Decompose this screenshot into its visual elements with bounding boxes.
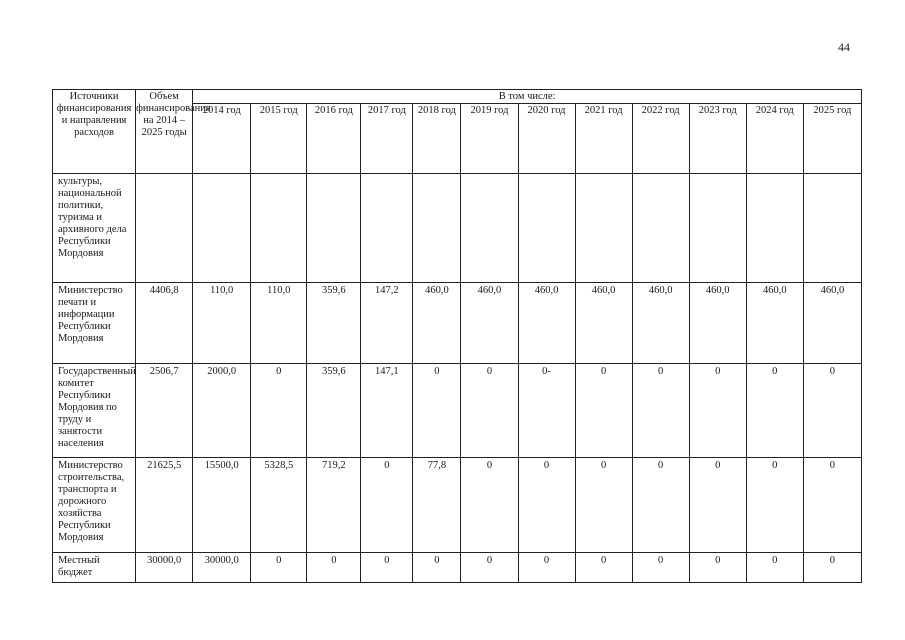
year-value-cell: 0 — [803, 553, 861, 583]
year-value-cell — [803, 174, 861, 283]
year-column-header: 2016 год — [307, 104, 361, 174]
year-value-cell: 460,0 — [575, 283, 632, 364]
table-row — [53, 174, 862, 283]
year-value-cell: 460,0 — [413, 283, 461, 364]
year-value-cell: 0 — [361, 458, 413, 553]
year-value-cell: 0 — [461, 458, 518, 553]
year-column-header: 2022 год — [632, 104, 689, 174]
year-value-cell: 359,6 — [307, 283, 361, 364]
year-value-cell: 0 — [746, 458, 803, 553]
year-value-cell: 0 — [413, 364, 461, 458]
year-value-cell: 0 — [361, 553, 413, 583]
year-value-cell: 110,0 — [251, 283, 307, 364]
year-value-cell: 110,0 — [193, 283, 251, 364]
year-value-cell: 0 — [575, 364, 632, 458]
years-group-header: В том числе: — [193, 90, 862, 104]
year-column-header: 2017 год — [361, 104, 413, 174]
year-value-cell — [632, 174, 689, 283]
year-value-cell: 0 — [575, 553, 632, 583]
total-column-header: Объем финансирования на 2014 – 2025 годы — [136, 90, 193, 174]
year-value-cell: 0 — [689, 458, 746, 553]
total-cell — [136, 174, 193, 283]
year-value-cell: 0 — [461, 553, 518, 583]
year-value-cell: 77,8 — [413, 458, 461, 553]
year-value-cell: 0 — [689, 364, 746, 458]
year-value-cell: 0 — [518, 553, 575, 583]
year-value-cell: 0- — [518, 364, 575, 458]
year-value-cell: 0 — [803, 458, 861, 553]
year-value-cell: 15500,0 — [193, 458, 251, 553]
year-value-cell: 30000,0 — [193, 553, 251, 583]
year-value-cell — [193, 174, 251, 283]
year-value-cell: 0 — [251, 364, 307, 458]
total-cell: 4406,8 — [136, 283, 193, 364]
year-value-cell: 0 — [632, 458, 689, 553]
year-value-cell: 460,0 — [689, 283, 746, 364]
year-value-cell: 0 — [575, 458, 632, 553]
year-value-cell: 147,2 — [361, 283, 413, 364]
table-row — [53, 553, 862, 583]
year-value-cell: 460,0 — [518, 283, 575, 364]
year-value-cell — [689, 174, 746, 283]
year-value-cell: 0 — [307, 553, 361, 583]
table-row — [53, 458, 862, 553]
year-value-cell — [413, 174, 461, 283]
source-cell: Государственный комитет Республики Мордовия по труду и занятости населения — [53, 364, 136, 458]
table-body — [53, 174, 862, 583]
year-value-cell: 2000,0 — [193, 364, 251, 458]
table-row — [53, 364, 862, 458]
source-cell: Министерство строительства, транспорта и дорожного хозяйства Республики Мордовия — [53, 458, 136, 553]
year-value-cell — [361, 174, 413, 283]
total-cell: 30000,0 — [136, 553, 193, 583]
year-column-header: 2015 год — [251, 104, 307, 174]
year-column-header: 2023 год — [689, 104, 746, 174]
year-value-cell: 0 — [632, 553, 689, 583]
total-cell: 2506,7 — [136, 364, 193, 458]
year-column-header: 2024 год — [746, 104, 803, 174]
year-value-cell: 0 — [461, 364, 518, 458]
year-value-cell: 460,0 — [803, 283, 861, 364]
page-number: 44 — [838, 40, 850, 54]
year-value-cell — [461, 174, 518, 283]
year-value-cell: 460,0 — [746, 283, 803, 364]
year-value-cell: 0 — [689, 553, 746, 583]
year-value-cell: 0 — [746, 553, 803, 583]
source-column-header: Источники финансирования и направления расходов — [53, 90, 136, 174]
year-value-cell: 0 — [518, 458, 575, 553]
total-cell: 21625,5 — [136, 458, 193, 553]
source-cell: Местный бюджет — [53, 553, 136, 583]
year-value-cell: 0 — [803, 364, 861, 458]
year-value-cell: 147,1 — [361, 364, 413, 458]
year-value-cell — [518, 174, 575, 283]
year-column-header: 2019 год — [461, 104, 518, 174]
year-value-cell: 0 — [632, 364, 689, 458]
year-column-header: 2021 год — [575, 104, 632, 174]
year-value-cell: 0 — [746, 364, 803, 458]
financing-table — [52, 89, 862, 583]
year-column-header: 2018 год — [413, 104, 461, 174]
year-value-cell: 0 — [413, 553, 461, 583]
year-column-header: 2014 год — [193, 104, 251, 174]
year-value-cell: 460,0 — [632, 283, 689, 364]
year-value-cell: 0 — [251, 553, 307, 583]
year-value-cell: 460,0 — [461, 283, 518, 364]
year-column-header: 2020 год — [518, 104, 575, 174]
table-header — [53, 90, 862, 174]
year-value-cell — [307, 174, 361, 283]
year-value-cell — [575, 174, 632, 283]
year-value-cell: 5328,5 — [251, 458, 307, 553]
table-row — [53, 283, 862, 364]
year-value-cell — [251, 174, 307, 283]
year-value-cell: 359,6 — [307, 364, 361, 458]
year-value-cell: 719,2 — [307, 458, 361, 553]
source-cell: культуры, национальной политики, туризма и архивного дела Республики Мордовия — [53, 174, 136, 283]
year-value-cell — [746, 174, 803, 283]
year-column-header: 2025 год — [803, 104, 861, 174]
source-cell: Министерство печати и информации Республики Мордовия — [53, 283, 136, 364]
